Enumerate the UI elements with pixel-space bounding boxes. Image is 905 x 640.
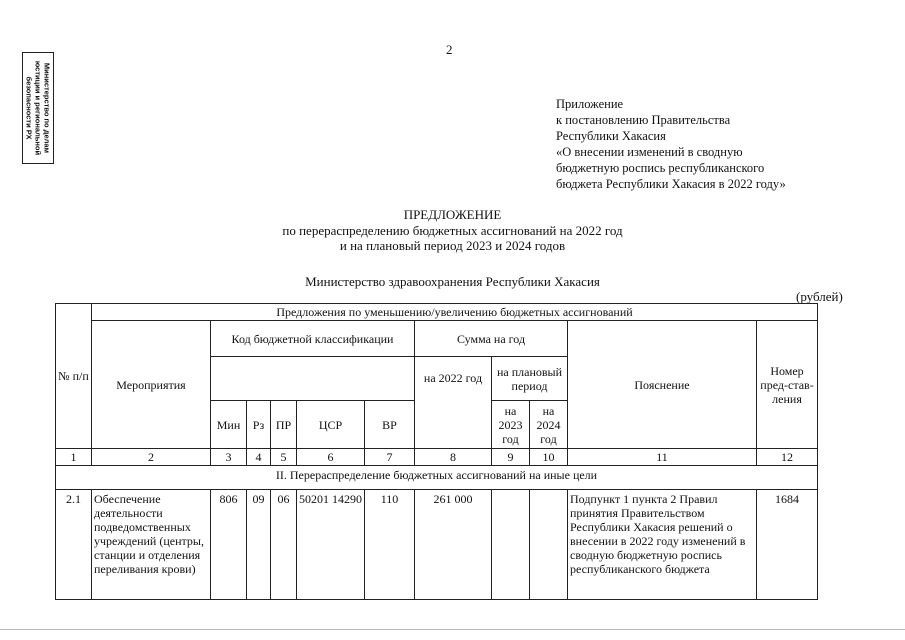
row-sum-2023 — [492, 490, 530, 600]
document-title — [0, 207, 905, 254]
row-num: 2.1 — [56, 490, 92, 600]
header-year-2024: на 2024 год — [530, 401, 568, 449]
col-number: 7 — [365, 449, 415, 466]
ministry-name: Министерство здравоохранения Республики Хакасия — [305, 274, 600, 289]
header-year-2023: на 2023 год — [492, 401, 530, 449]
budget-table — [55, 303, 818, 600]
col-number: 3 — [211, 449, 247, 466]
stamp-line: Министерство по делам — [42, 62, 52, 154]
title-line: и на плановый период 2023 и 2024 годов — [339, 238, 566, 253]
col-number: 2 — [92, 449, 211, 466]
header-vr: ВР — [365, 401, 415, 449]
header-sum-group: Сумма на год — [415, 321, 568, 357]
appendix-line: к постановлению Правительства — [556, 113, 731, 127]
header-pr: ПР — [271, 401, 297, 449]
title-heading: ПРЕДЛОЖЕНИЕ — [403, 207, 502, 222]
row-vr: 110 — [365, 490, 415, 600]
col-number: 6 — [297, 449, 365, 466]
col-number: 1 — [56, 449, 92, 466]
row-csr: 50201 14290 — [297, 490, 365, 600]
row-min: 806 — [211, 490, 247, 600]
col-number: 11 — [568, 449, 757, 466]
row-sum-2022: 261 000 — [415, 490, 492, 600]
appendix-header — [556, 96, 786, 192]
header-code-blank — [211, 357, 415, 401]
table-row — [56, 490, 818, 600]
col-number: 9 — [492, 449, 530, 466]
header-group: Предложения по уменьшению/увеличению бюджетных ассигнований — [92, 304, 818, 321]
section-heading: II. Перераспределение бюджетных ассигнований на иные цели — [56, 466, 818, 490]
appendix-line: «О внесении изменений в сводную — [556, 145, 743, 159]
col-number: 12 — [757, 449, 818, 466]
scan-edge-divider — [0, 629, 905, 630]
col-number: 5 — [271, 449, 297, 466]
header-submission: Номер пред-став-ления — [757, 321, 818, 449]
appendix-line: бюджетную роспись республиканского — [556, 161, 765, 175]
header-activity: Мероприятия — [92, 321, 211, 449]
row-pr: 06 — [271, 490, 297, 600]
col-number: 8 — [415, 449, 492, 466]
header-min: Мин — [211, 401, 247, 449]
appendix-line: Приложение — [556, 97, 624, 111]
appendix-line: Республики Хакасия — [556, 129, 666, 143]
header-code-group: Код бюджетной классификации — [211, 321, 415, 357]
units-label: (рублей) — [796, 289, 843, 304]
col-number: 4 — [247, 449, 271, 466]
title-line: по перераспределению бюджетных ассигнований на 2022 год — [282, 222, 623, 238]
header-csr: ЦСР — [297, 401, 365, 449]
stamp-line: безопасности РХ — [24, 76, 34, 140]
registration-stamp — [22, 52, 54, 164]
row-submission: 1684 — [757, 490, 818, 600]
header-planned: на плановый период — [492, 357, 568, 401]
row-activity: Обеспечение деятельности подведомственных учреждений (центры, станции и отделения переливания крови) — [92, 490, 211, 600]
header-rz: Рз — [247, 401, 271, 449]
stamp-line: юстиции и региональной — [33, 60, 43, 156]
row-rz: 09 — [247, 490, 271, 600]
row-explanation: Подпункт 1 пункта 2 Правил принятия Правительством Республики Хакасия решений о внесении в 2022 году изменений в сводную бюджетную роспись республиканского бюджета — [568, 490, 757, 600]
row-sum-2024 — [530, 490, 568, 600]
header-num: № п/п — [56, 304, 92, 449]
appendix-line: бюджета Республики Хакасия в 2022 году» — [556, 177, 786, 191]
page-number: 2 — [446, 42, 453, 57]
header-explanation: Пояснение — [568, 321, 757, 449]
col-number: 10 — [530, 449, 568, 466]
header-sum-2022: на 2022 год — [415, 357, 492, 449]
